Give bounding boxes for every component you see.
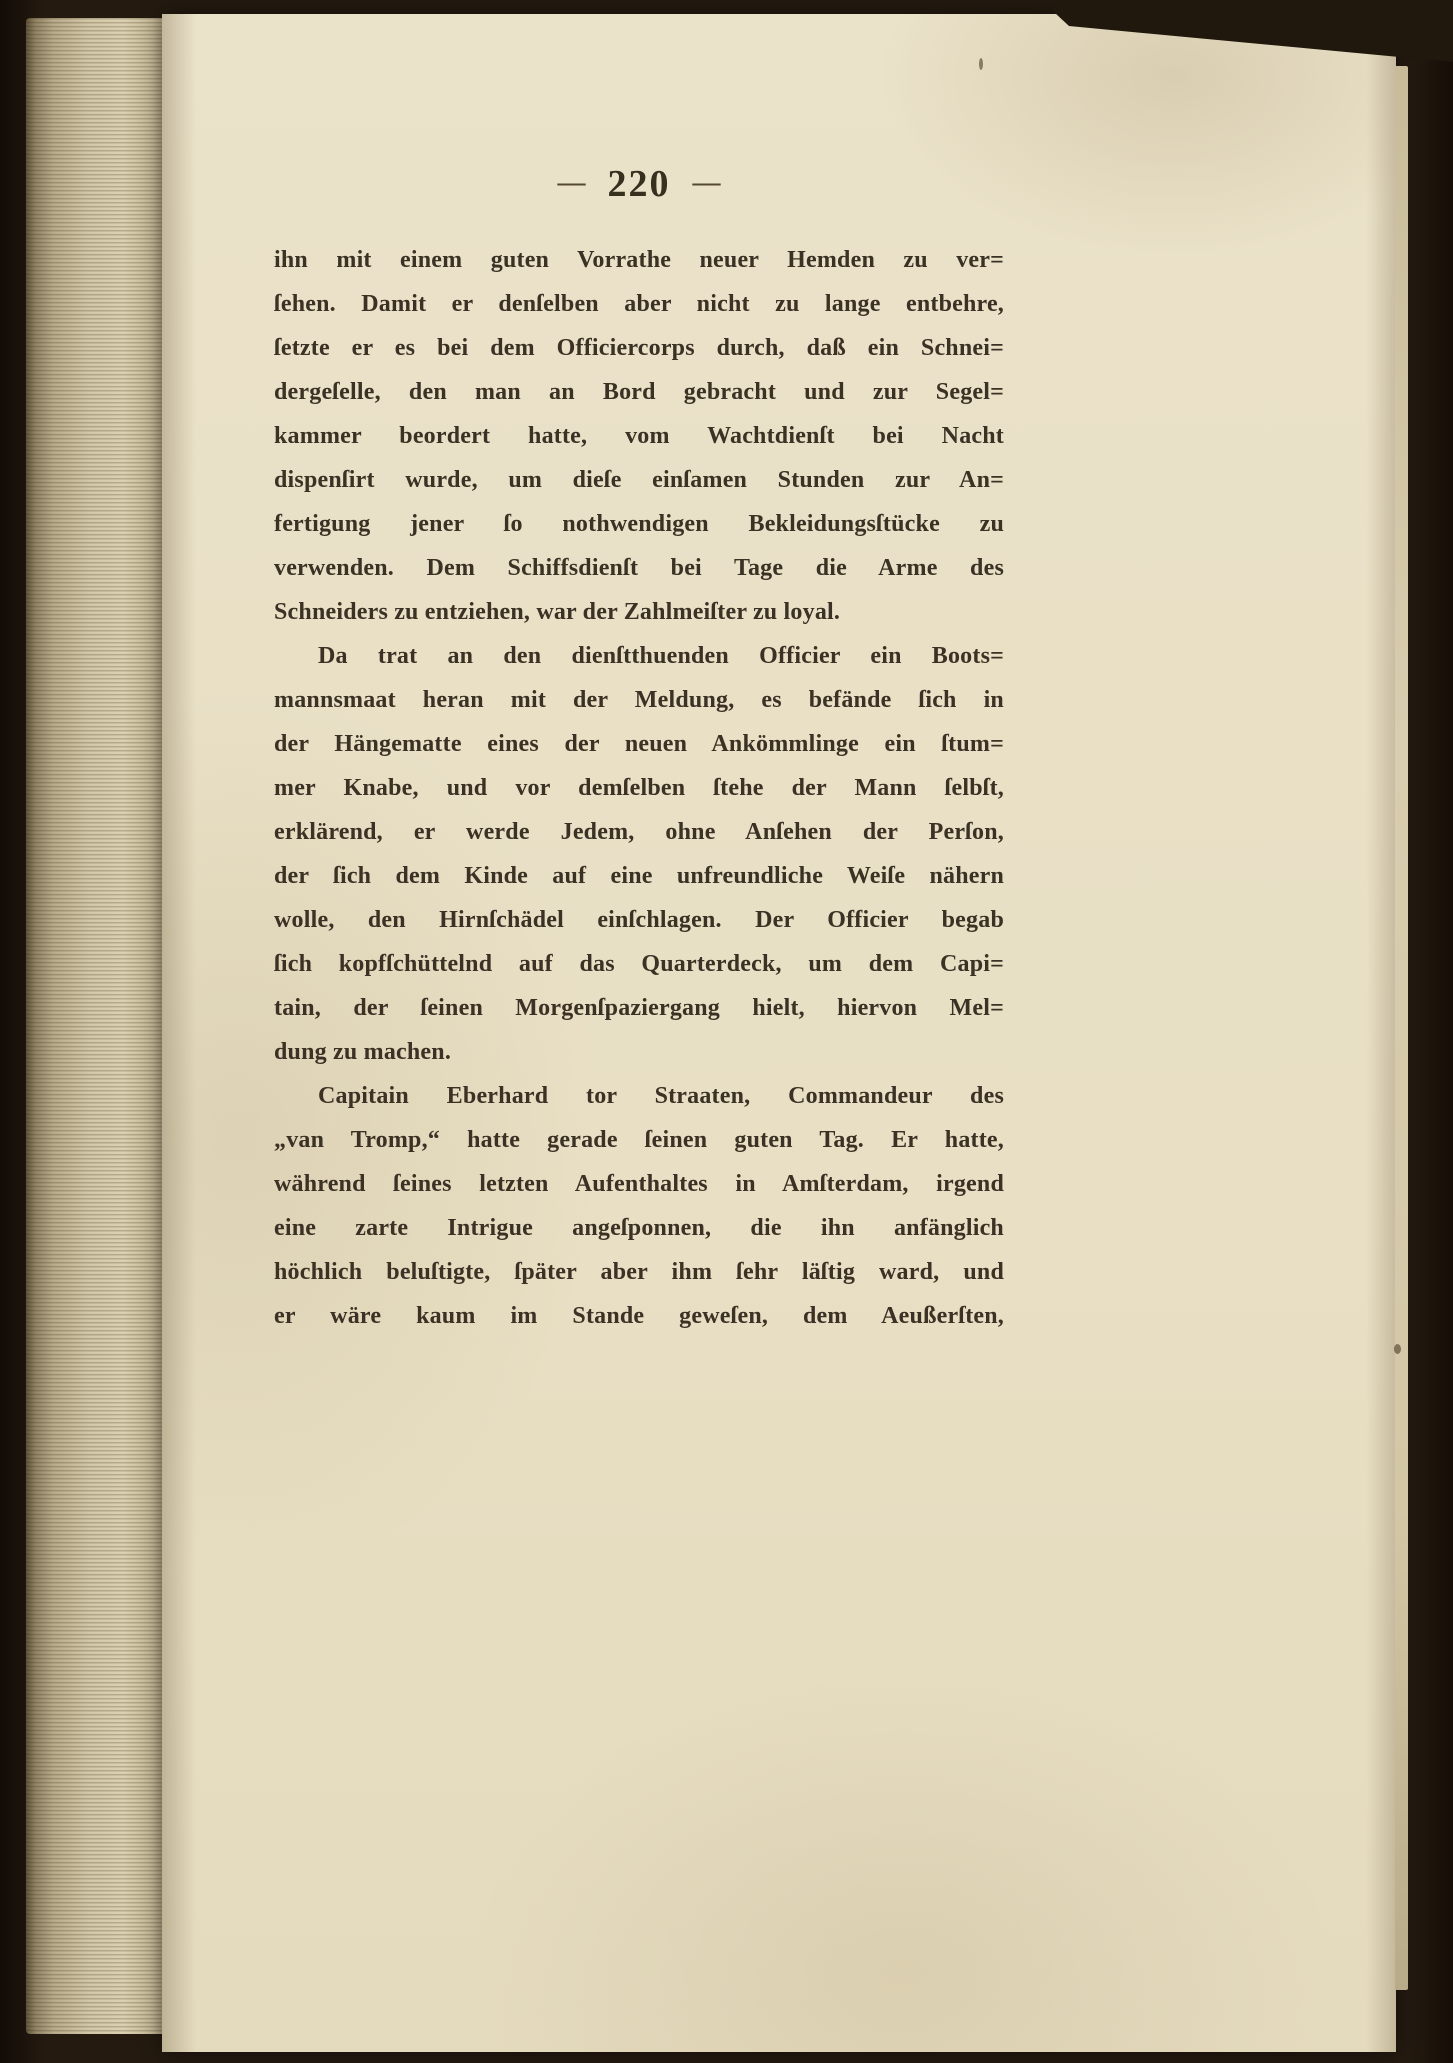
text-line: mer Knabe, und vor demſelben ſtehe der Mann ſelbſt, — [274, 775, 1004, 801]
text-line: der ſich dem Kinde auf eine unfreundliche Weiſe nähern — [274, 863, 1004, 889]
text-line: dispenſirt wurde, um dieſe einſamen Stunden zur An= — [274, 467, 1004, 493]
text-line: Schneiders zu entziehen, war der Zahlmeiſter zu loyal. — [274, 599, 841, 625]
paragraph — [274, 634, 1004, 1074]
text-line: erklärend, er werde Jedem, ohne Anſehen der Perſon, — [274, 819, 1004, 845]
text-line: wolle, den Hirnſchädel einſchlagen. Der Officier begab — [274, 907, 1004, 933]
book-page — [162, 14, 1396, 2052]
text-line: kammer beordert hatte, vom Wachtdienſt bei Nacht — [274, 423, 1004, 449]
text-line: Da trat an den dienſtthuenden Officier ein Boots= — [318, 643, 1004, 669]
text-line: während ſeines letzten Aufenthaltes in Amſterdam, irgend — [274, 1171, 1004, 1197]
text-line: „van Tromp,“ hatte gerade ſeinen guten Tag. Er hatte, — [274, 1127, 1004, 1153]
age-speck — [979, 58, 983, 70]
text-line: dergeſelle, den man an Bord gebracht und zur Segel= — [274, 379, 1004, 405]
text-line: ihn mit einem guten Vorrathe neuer Hemden zu ver= — [274, 247, 1004, 273]
paragraph — [274, 1074, 1004, 1338]
text-line: er wäre kaum im Stande geweſen, dem Aeußerſten, — [274, 1303, 1004, 1329]
right-page-edge — [1395, 66, 1408, 1990]
text-line: tain, der ſeinen Morgenſpaziergang hielt, hiervon Mel= — [274, 995, 1004, 1021]
text-line: verwenden. Dem Schiffsdienſt bei Tage die Arme des — [274, 555, 1004, 581]
text-line: fertigung jener ſo nothwendigen Bekleidungsſtücke zu — [274, 511, 1004, 537]
page-number: 220 — [607, 163, 671, 205]
text-line: mannsmaat heran mit der Meldung, es befände ſich in — [274, 687, 1004, 713]
text-line: ſich kopfſchüttelnd auf das Quarterdeck, um dem Capi= — [274, 951, 1004, 977]
text-line: eine zarte Intrigue angeſponnen, die ihn anfänglich — [274, 1215, 1004, 1241]
page-header — [274, 162, 1004, 206]
paragraph — [274, 238, 1004, 634]
text-line: ſehen. Damit er denſelben aber nicht zu lange entbehre, — [274, 291, 1004, 317]
age-speck — [1394, 1344, 1401, 1354]
text-line: dung zu machen. — [274, 1039, 452, 1065]
header-right-dash: — — [692, 167, 721, 198]
text-line: höchlich beluſtigte, ſpäter aber ihm ſehr läſtig ward, und — [274, 1259, 1004, 1285]
stacked-page-edges — [26, 18, 164, 2034]
text-line: ſetzte er es bei dem Officiercorps durch, daß ein Schnei= — [274, 335, 1004, 361]
text-line: Capitain Eberhard tor Straaten, Commandeur des — [318, 1083, 1004, 1109]
header-left-dash: — — [557, 167, 586, 198]
text-line: der Hängematte eines der neuen Ankömmlinge ein ſtum= — [274, 731, 1004, 757]
text-block — [274, 238, 1004, 1338]
